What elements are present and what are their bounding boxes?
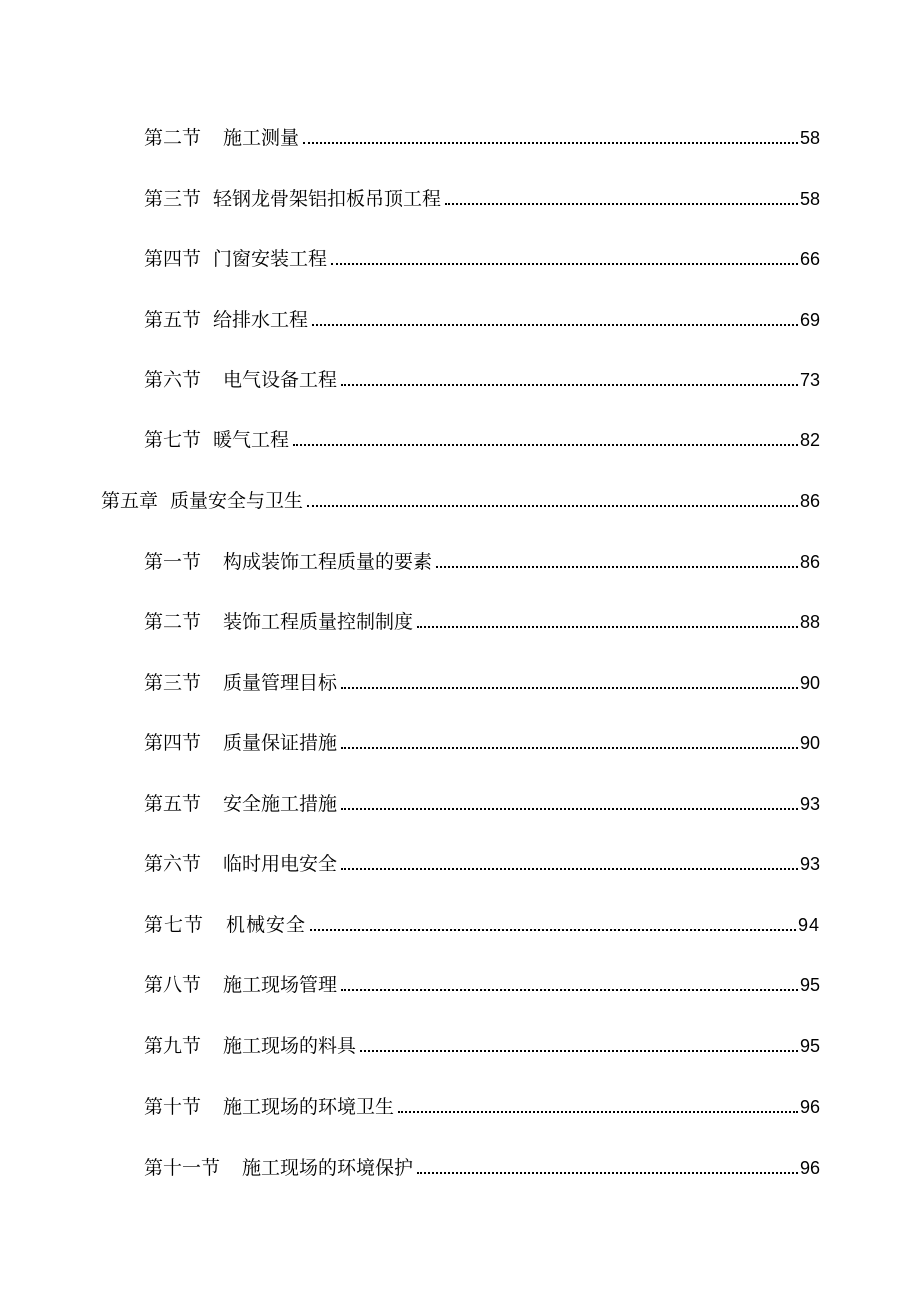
dot-leader: [341, 808, 798, 810]
entry-number: 第三节: [144, 672, 202, 694]
entry-number: 第四节: [144, 248, 202, 270]
entry-title: 门窗安装工程: [213, 248, 328, 270]
entry-number: 第六节: [144, 369, 202, 391]
toc-entry[interactable]: [144, 725, 820, 755]
entry-title: 装饰工程质量控制制度: [223, 611, 414, 633]
entry-number: 第七节: [144, 429, 202, 451]
dot-leader: [341, 747, 798, 749]
entry-title: 施工现场管理: [223, 974, 338, 996]
entry-number: 第七节: [144, 914, 205, 936]
dot-leader: [307, 505, 798, 507]
entry-number: 第二节: [144, 611, 202, 633]
entry-page-number: 94: [797, 915, 820, 935]
toc-entry[interactable]: [144, 302, 820, 332]
toc-entry[interactable]: [144, 604, 820, 634]
entry-title: 质量管理目标: [223, 672, 338, 694]
toc-entry[interactable]: [144, 907, 820, 937]
entry-title: 施工测量: [223, 127, 300, 149]
entry-page-number: 95: [799, 1036, 820, 1056]
entry-page-number: 96: [799, 1097, 820, 1117]
entry-number: 第六节: [144, 853, 202, 875]
entry-page-number: 69: [799, 310, 820, 330]
entry-number: 第五节: [144, 309, 202, 331]
entry-number: 第二节: [144, 127, 202, 149]
toc-entry[interactable]: [144, 241, 820, 271]
toc-entry[interactable]: [144, 1089, 820, 1119]
dot-leader: [341, 989, 798, 991]
entry-number: 第十节: [144, 1096, 202, 1118]
dot-leader: [303, 142, 798, 144]
entry-title: 轻钢龙骨架铝扣板吊顶工程: [213, 188, 442, 210]
toc-entry[interactable]: [144, 120, 820, 150]
dot-leader: [360, 1050, 798, 1052]
dot-leader: [312, 324, 798, 326]
dot-leader: [417, 1172, 798, 1174]
entry-title: 施工现场的料具: [223, 1035, 357, 1057]
toc-entry[interactable]: [144, 422, 820, 452]
entry-page-number: 96: [799, 1158, 820, 1178]
entry-number: 第五章: [101, 490, 159, 512]
toc-entry[interactable]: [144, 967, 820, 997]
dot-leader: [341, 868, 798, 870]
entry-number: 第五节: [144, 793, 202, 815]
entry-title: 施工现场的环境卫生: [223, 1096, 395, 1118]
toc-entry[interactable]: [144, 786, 820, 816]
entry-page-number: 73: [799, 370, 820, 390]
dot-leader: [331, 263, 798, 265]
entry-page-number: 88: [799, 612, 820, 632]
entry-number: 第四节: [144, 732, 202, 754]
entry-page-number: 66: [799, 249, 820, 269]
dot-leader: [398, 1111, 798, 1113]
entry-number: 第十一节: [144, 1157, 221, 1179]
entry-title: 临时用电安全: [223, 853, 338, 875]
toc-entry[interactable]: [144, 1150, 820, 1180]
dot-leader: [310, 929, 796, 931]
entry-title: 给排水工程: [213, 309, 309, 331]
entry-title: 施工现场的环境保护: [242, 1157, 414, 1179]
dot-leader: [341, 687, 798, 689]
entry-page-number: 82: [799, 430, 820, 450]
toc-entry[interactable]: [144, 362, 820, 392]
entry-title: 安全施工措施: [223, 793, 338, 815]
entry-page-number: 90: [799, 733, 820, 753]
entry-page-number: 93: [799, 854, 820, 874]
entry-title: 电气设备工程: [223, 369, 338, 391]
dot-leader: [293, 444, 798, 446]
entry-title: 质量安全与卫生: [170, 490, 304, 512]
entry-number: 第九节: [144, 1035, 202, 1057]
toc-entry[interactable]: [144, 181, 820, 211]
dot-leader: [436, 566, 798, 568]
entry-page-number: 58: [799, 128, 820, 148]
toc-entry[interactable]: [144, 846, 820, 876]
entry-page-number: 95: [799, 975, 820, 995]
toc-entry[interactable]: [144, 1028, 820, 1058]
entry-page-number: 90: [799, 673, 820, 693]
entry-page-number: 93: [799, 794, 820, 814]
entry-page-number: 86: [799, 552, 820, 572]
toc-entry[interactable]: [144, 665, 820, 695]
entry-title: 质量保证措施: [223, 732, 338, 754]
entry-title: 暖气工程: [213, 429, 290, 451]
toc-chapter-entry[interactable]: [101, 483, 820, 513]
entry-number: 第一节: [144, 551, 202, 573]
entry-page-number: 86: [799, 491, 820, 511]
dot-leader: [417, 626, 798, 628]
dot-leader: [341, 384, 798, 386]
entry-number: 第三节: [144, 188, 202, 210]
toc-entry[interactable]: [144, 544, 820, 574]
entry-title: 构成装饰工程质量的要素: [223, 551, 433, 573]
entry-number: 第八节: [144, 974, 202, 996]
entry-page-number: 58: [799, 189, 820, 209]
dot-leader: [445, 203, 798, 205]
entry-title: 机械安全: [226, 914, 307, 936]
